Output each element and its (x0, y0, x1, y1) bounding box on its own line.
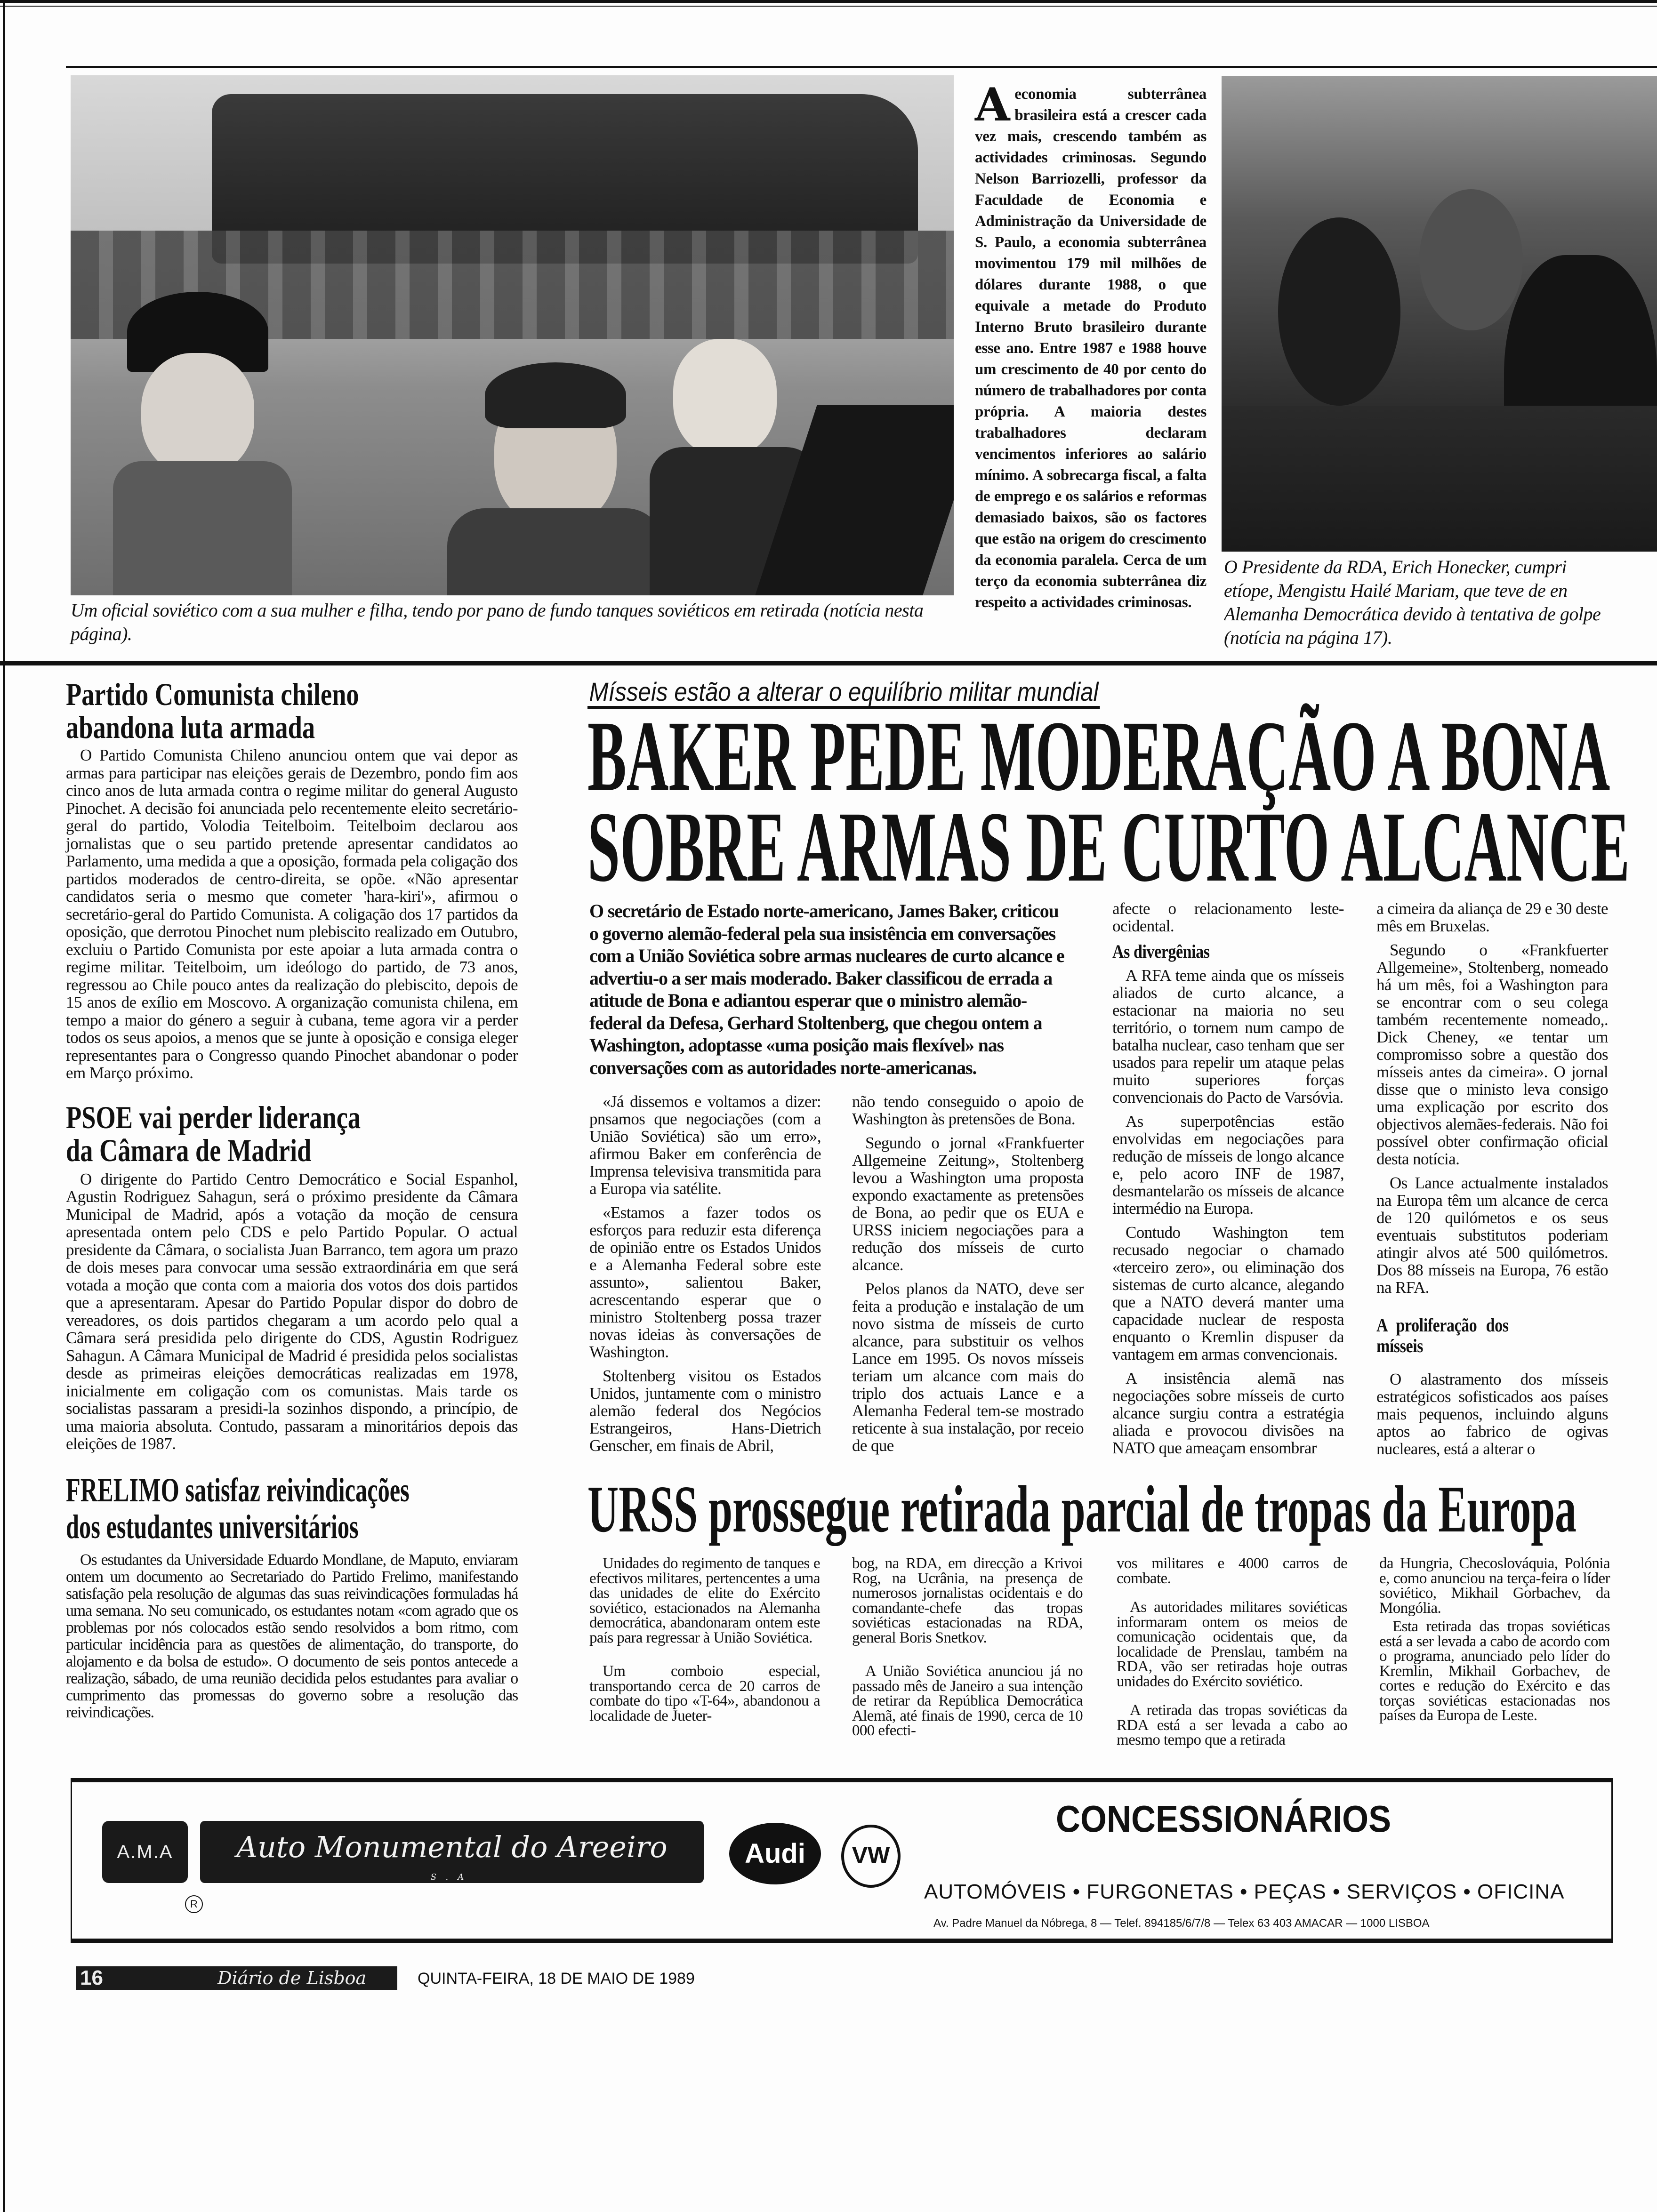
articles-row (0, 678, 1657, 1767)
urss-article-column-1 (589, 1556, 820, 1742)
advertisement-auto-monumental (71, 1778, 1613, 1943)
top-rule (0, 0, 1657, 3)
paragraph: vos militares e 4000 carros de combate. (1117, 1555, 1347, 1587)
top-rule-thin (0, 6, 1657, 7)
main-column (587, 678, 1657, 1767)
paragraph: O alastramento dos mísseis estratégicos sofisticados aos países mais pequenos, incluindo alguns aptos ao fabrico de ogivas nucleares, está a alterar o (1376, 1370, 1608, 1458)
page-number: 16 (80, 1966, 103, 1989)
volkswagen-logo-icon: VW (841, 1825, 901, 1888)
article-headline: da Câmara de Madrid (66, 1132, 312, 1168)
caption-line: O Presidente da RDA, Erich Honecker, cumpri (1224, 556, 1567, 577)
main-article-headline (587, 700, 1630, 903)
paragraph: Stoltenberg visitou os Estados Unidos, juntamente com o ministro alemão federal dos Negócios Estrangeiros, Hans-Dietrich Genscher, em finais de Abril, (589, 1367, 821, 1455)
lead-and-first-columns (587, 900, 1087, 1461)
brief-text: economia subterrânea brasileira está a crescer cada vez mais, crescendo também as actividades criminosas. Segundo Nelson Barriozelli, professor da Faculdade de Economia e Administração da Universidade de S. Paulo, a economia subterrânea movimentou 179 mil milhões de dólares durante 1988, o que equivale a metade do Produto Interno Bruto brasileiro durante esse ano. Entre 1987 e 1988 houve um crescimento de 40 por cento do número de trabalhadores por conta própria. A maioria destes trabalhadores declaram vencimentos inferiores ao salário mínimo. A sobrecarga fiscal, a falta de emprego e os salários e reformas demasiado baixos, são os factores que estão na origem do crescimento da economia paralela. Cerca de um terço da economia subterrânea diz respeito a actividades criminosas. (975, 86, 1207, 611)
headline-line: BAKER PEDE MODERAÇÃO A BONA (587, 700, 1610, 812)
paragraph: não tendo conseguido o apoio de Washington às pretensões de Bona. (852, 1092, 1084, 1128)
paragraph: a cimeira da aliança de 29 e 30 deste mês em Bruxelas. (1376, 899, 1608, 935)
ad-services: AUTOMÓVEIS • FURGONETAS • PEÇAS • SERVIÇOS • OFICINA (924, 1880, 1565, 1903)
article-frelimo-estudantes (66, 1472, 518, 1721)
publication-date: QUINTA-FEIRA, 18 DE MAIO DE 1989 (418, 1969, 695, 1988)
article-body: O Partido Comunista Chileno anunciou ontem que vai depor as armas para participar nas eleições gerais de Dezembro, pondo fim aos cinco anos de luta armada contra o regime militar do general Augusto Pinochet. A decisão foi anunciada pelo recentemente eleito secretário-geral do partido, Volodia Teitelboim. Teitelboim declarou aos jornalistas que o seu partido pretende apresentar candidatos ao Parlamento, uma medida a que a oposição, formada pela coligação dos partidos moderados de centro-direita, se opõe. «Não apresentar candidatos seria o mesmo que cometer 'hara-kiri'», afirmou o secretário-geral do Partido Comunista. A coligação dos 17 partidos da oposição, que derrotou Pinochet num plebiscito realizado em Outubro, excluiu o Partido Comunista por este apoiar a luta armada contra o regime militar. Teitelboim, um ideólogo do partido, de 73 anos, regressou ao Chile pouco antes da realização do plebiscito, depois de 15 anos de exílio em Moscovo. A organização comunista chilena, em tempo a maior do género a seguir à cubana, teme agora vir a perder todos os seus apoios, a menos que se junte à oposição e consiga eleger representantes para o Congresso quando Pinochet abandonar o poder em Março próximo. (66, 746, 518, 1082)
paragraph: Segundo o «Frankfuerter Allgemeine», Stoltenberg, nomeado há um mês, foi a Washington para se encontrar com o seu colega também recentemente nomeado,. Dick Cheney, «e tentar um compromisso sobre a questão dos mísseis antes da cimeira». O jornal disse que o ministo leva consigo uma explicação por escrito dos objectivos alemães-federais. Não foi possível obter confirmação oficial desta notícia. (1376, 941, 1608, 1168)
paragraph: A retirada das tropas soviéticas da RDA está a ser levada a cabo ao mesmo tempo que a retirada (1117, 1702, 1347, 1748)
article-headline: PSOE vai perder liderança (66, 1099, 361, 1135)
left-column (66, 678, 518, 1740)
article-body: Os estudantes da Universidade Eduardo Mondlane, de Maputo, enviaram ontem um documento ao Secretariado do Partido Frelimo, manifestando satisfação pela resolução de algumas das suas reivindicações formuladas há uma semana. No seu comunicado, os estudantes notam «com agrado que os problemas por nós colocados estão sendo resolvidos a bom ritmo, com particular incidência para as questões de alimentação, do transporte, do alojamento e da bolsa de estudo». O documento de seis pontos antecede a realização, sábado, de uma reunião decidida pelos estudantes para avaliar o cumprimento das promessas do governo sobre a resolução das reivindicações. (66, 1551, 518, 1721)
urss-article-body (587, 1556, 1657, 1767)
article-psoe-madrid (66, 1101, 518, 1453)
caption-line: (notícia na página 17). (1224, 627, 1392, 648)
masthead: Diário de Lisboa (217, 1967, 367, 1988)
main-article-column-1 (589, 1093, 821, 1461)
article-headline: FRELIMO satisfaz reivindicações (66, 1471, 410, 1509)
photo-section-bottom-rule (0, 661, 1657, 665)
audi-logo-icon: Audi (729, 1823, 821, 1884)
article-partido-comunista-chileno (66, 678, 518, 1082)
main-article-body (587, 900, 1657, 1464)
paragraph: da Hungria, Checoslováquia, Polónia e, como anunciou na terça-feira o líder soviético, Mikhail Gorbachev, da Mongólia. (1379, 1555, 1610, 1617)
paragraph: Esta retirada das tropas soviéticas está a ser levada a cabo de acordo com o programa, anunciado pelo líder do Kremlin, Mikhail Gorbachev, de cortes e redução do Exército e das torças soviéticas estacionadas nos países da Europa de Leste. (1379, 1618, 1610, 1724)
registered-mark-icon: R (185, 1895, 203, 1913)
photo-honecker-mengistu (1222, 76, 1657, 552)
main-article-column-2 (852, 1093, 1084, 1461)
ad-address: Av. Padre Manuel da Nóbrega, 8 — Telef. 894185/6/7/8 — Telex 63 403 AMACAR — 1000 LISBOA (933, 1916, 1430, 1930)
paragraph: Segundo o jornal «Frankfuerter Allgemeine Zeitung», Stoltenberg levou a Washington uma proposta expondo exactamente as pretensões de Bona, ao pedir que os EUA e URSS iniciem negociações para a redução dos mísseis de curto alcance. (852, 1134, 1084, 1274)
urss-article-column-3 (1117, 1556, 1347, 1767)
paragraph: Pelos planos da NATO, deve ser feita a produção e instalação de um novo sistma de mísseis de curto alcance, para substituir os velhos Lance em 1995. Os novos mísseis teriam um alcance com mais do triplo dos actuais Lance e a Alemanha Federal tem-se mostrado reticente à sua instalação, por receio de que (852, 1280, 1084, 1455)
caption-line: Alemanha Democrática devido à tentativa de golpe (1224, 603, 1601, 625)
company-name-logo (200, 1821, 704, 1883)
main-article-column-3 (1112, 900, 1344, 1463)
subheading: As divergênias (1112, 941, 1210, 962)
paragraph: Contudo Washington tem recusado negociar o chamado «terceiro zero», ou eliminação dos sistemas de curto alcance, alegando que a NATO deverá manter uma capacidade nuclear de resposta enquanto o Kremlin dispuser da vantagem em armas convencionais. (1112, 1223, 1344, 1363)
photo-section-top-rule (66, 66, 1657, 68)
ama-logo: A.M.A (102, 1821, 188, 1883)
paragraph: Um comboio especial, transportando cerca de 20 carros de combate do tipo «T-64», abandonou a localidade de Jueter- (589, 1663, 820, 1724)
paragraph: «Estamos a fazer todos os esforços para reduzir esta diferença de opinião entre os Estados Unidos e a Alemanha Federal sobre este assunto», salientou Baker, acrescentando esperar que o ministro Stoltenberg possa trazer novas ideias às conversações de Washington. (589, 1203, 821, 1361)
footer-masthead-block (76, 1966, 397, 1990)
paragraph: As superpotências estão envolvidas em negociações para redução de mísseis de longo alcance e, pelo acoro INF de 1987, desmantelarão os mísseis de alcance intermédio na Europa. (1112, 1112, 1344, 1218)
paragraph: Unidades do regimento de tanques e efectivos militares, pertencentes a uma das unidades de elite do Exército soviético, estacionados na Alemanha democrática, abandonaram ontem este país para regressar à União Soviética. (589, 1555, 820, 1646)
main-article-kicker: Mísseis estão a alterar o equilíbrio militar mundial (587, 678, 1100, 709)
right-photo-caption (1224, 555, 1657, 649)
caption-line: etíope, Mengistu Hailé Mariam, que teve de en (1224, 580, 1568, 601)
first-columns (587, 1093, 1087, 1461)
drop-cap: A (975, 78, 1010, 131)
paragraph: A RFA teme ainda que os mísseis aliados de curto alcance, a estacionar na maioria no seu território, o tornem num campo de batalha nuclear, caso tenham que ser usados para repelir um ataque pelas muito superiores forças convencionais do Pacto de Varsóvia. (1112, 966, 1344, 1106)
urss-article-column-4 (1379, 1556, 1610, 1742)
lower-section (0, 678, 1657, 1990)
paragraph: Os Lance actualmente instalados na Europa têm um alcance de cerca de 120 quilómetos e os seus eventuais substitutos poderiam atingir alvos até 500 quilómetros. Dos 88 mísseis na Europa, 76 estão na RFA. (1376, 1174, 1608, 1297)
urss-article-column-2 (852, 1556, 1083, 1757)
urss-article-headline: URSS prossegue retirada parcial de tropas da Europa (587, 1472, 1577, 1546)
photo-soviet-officer-family-tanks (71, 75, 954, 595)
headline-line: SOBRE ARMAS DE CURTO ALCANCE (587, 791, 1630, 903)
paragraph: As autoridades militares soviéticas informaram ontem os meios de comunicação ocidentais que, da localidade de Prenslau, também na RDA, vão ser retiradas hoje outras unidades do Exército soviético. (1117, 1599, 1347, 1690)
article-body: O dirigente do Partido Centro Democrático e Social Espanhol, Agustin Rodriguez Sahagun, será o próximo presidente da Câmara Municipal de Madrid, após a votação da moção de censura apresentada ontem pelo CDS e pelo Partido Popular. O actual presidente da Câmara, o socialista Juan Barranco, tem agora um prazo de dois meses para convocar uma sessão extraordinária em que será votada a moção que conta com a maioria dos votos dos dois partidos que a apresentaram. Apesar do Partido Popular dispor do dobro de vereadores, os dois partidos chegaram a um acordo pelo qual a Câmara será presidida pelo dirigente do CDS, Agustin Rodriguez Sahagun. A Câmara Municipal de Madrid é presidida pelos socialistas desde as primeiras eleições democráticas realizadas em 1978, inicialmente em coligação com os comunistas. Mais tarde os socialistas passaram a presidi-la sozinhos dispondo, a princípio, de uma maioria absoluta. Contudo, passaram a minoritários depois das eleições de 1987. (66, 1170, 518, 1453)
brief-economia-subterranea (975, 78, 1207, 613)
company-script-name: Auto Monumental do Areeiro (236, 1829, 668, 1864)
ad-heading: CONCESSIONÁRIOS (1056, 1797, 1392, 1840)
company-suffix: S.A (430, 1872, 474, 1882)
article-headline: Partido Comunista chileno (66, 676, 359, 712)
paragraph: «Já dissemos e voltamos a dizer: pnsamos que negociações (com a União Soviética) são um erro», afirmou Baker em conferência de Imprensa televisiva transmitida para a Europa via satélite. (589, 1092, 821, 1198)
left-photo-caption: Um oficial soviético com a sua mulher e filha, tendo por pano de fundo tanques soviéticos em retirada (notícia nesta página). (71, 600, 924, 644)
main-article-lead: O secretário de Estado norte-americano, James Baker, criticou o governo alemão-federal pela sua insistência em conversações com a União Soviética sobre armas nucleares de curto alcance e advertiu-o a ser mais moderado. Baker classificou de errada a atitude de Bona e adiantou esperar que o ministro alemão-federal da Defesa, Gerhard Stoltenberg, que chegou ontem a Washington, adoptasse «uma posição mais flexível» nas conversações com as autoridades norte-americanas. (589, 900, 1064, 1078)
paragraph: A insistência alemã nas negociações sobre mísseis de curto alcance surgiu contra a estratégia aliada e provocou divisões na NATO que ameaçam ensombrar (1112, 1369, 1344, 1457)
paragraph: afecte o relacionamento leste-ocidental. (1112, 899, 1344, 935)
paragraph: A União Soviética anunciou já no passado mês de Janeiro a sua intenção de retirar da República Democrática Alemã, até finais de 1990, cerca de 10 000 efecti- (852, 1663, 1083, 1739)
paragraph: bog, na RDA, em direcção a Krivoi Rog, na Ucrânia, na presença de numerosos jornalistas ocidentais e do comandante-chefe das tropas soviéticas estacionadas na RDA, general Boris Snetkov. (852, 1555, 1083, 1646)
footer (76, 1966, 1657, 1990)
article-headline: dos estudantes universitários (66, 1507, 359, 1546)
article-headline: abandona luta armada (66, 709, 315, 745)
main-article-column-4 (1376, 900, 1608, 1464)
subheading: A proliferação dos mísseis (1376, 1314, 1509, 1356)
